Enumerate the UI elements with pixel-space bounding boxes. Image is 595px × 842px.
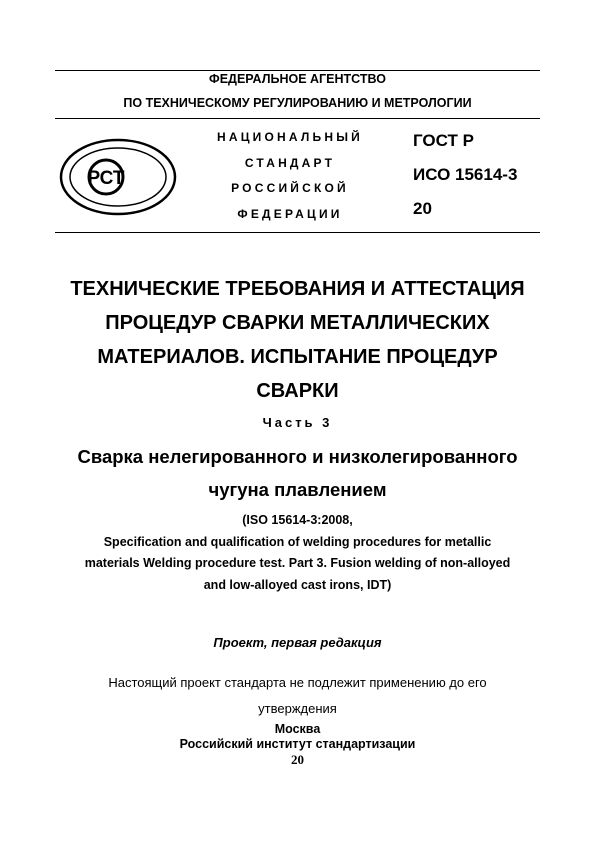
designation-line-2: ИСО 15614-3 (413, 165, 518, 184)
iso-line-1: (ISO 15614-3:2008, (242, 513, 353, 527)
standard-type-line-4: ФЕДЕРАЦИИ (237, 207, 343, 221)
iso-line-2: Specification and qualification of welding procedures for metallic (103, 534, 492, 549)
title-line-4: СВАРКИ (256, 380, 339, 402)
top-rule (55, 70, 540, 71)
gost-emblem-icon (58, 137, 178, 217)
draft-label: Проект, первая редакция (213, 635, 382, 650)
footer-city: Москва (274, 722, 321, 736)
designation-line-3: 20 (413, 199, 432, 218)
part-label: Часть 3 (262, 415, 333, 430)
title-line-2: ПРОЦЕДУР СВАРКИ МЕТАЛЛИЧЕСКИХ (105, 312, 490, 334)
title-line-1: ТЕХНИЧЕСКИЕ ТРЕБОВАНИЯ И АТТЕСТАЦИЯ (70, 278, 525, 300)
footer-publisher: Российский институт стандартизации (179, 737, 416, 751)
iso-line-4: and low-alloyed cast irons, IDT) (203, 577, 392, 592)
notice-text (0, 670, 595, 722)
agency-line-1: ФЕДЕРАЛЬНОЕ АГЕНТСТВО (209, 72, 386, 86)
standard-type-line-3: РОССИЙСКОЙ (231, 181, 349, 195)
notice-line-2: утверждения (258, 701, 337, 716)
header-rule (55, 118, 540, 119)
subtitle-line-2: чугуна плавлением (208, 479, 387, 500)
agency-line-2: ПО ТЕХНИЧЕСКОМУ РЕГУЛИРОВАНИЮ И МЕТРОЛОГИИ (123, 96, 472, 110)
standard-type-line-1: НАЦИОНАЛЬНЫЙ (216, 130, 364, 144)
standard-type-line-2: СТАНДАРТ (244, 156, 336, 170)
document-subtitle (0, 440, 595, 506)
iso-reference (0, 510, 595, 596)
title-line-3: МАТЕРИАЛОВ. ИСПЫТАНИЕ ПРОЦЕДУР (97, 346, 498, 368)
footer (0, 722, 595, 767)
document-title (0, 272, 595, 408)
logo-letters: РСТ (87, 168, 125, 189)
block-rule (55, 232, 540, 233)
subtitle-line-1: Сварка нелегированного и низколегированного (77, 446, 518, 467)
notice-line-1: Настоящий проект стандарта не подлежит применению до его (108, 675, 487, 690)
gost-logo (58, 137, 178, 217)
designation-line-1: ГОСТ Р (413, 131, 474, 150)
iso-line-3: materials Welding procedure test. Part 3. Fusion welding of non-alloyed (84, 556, 511, 570)
footer-year: 20 (291, 752, 304, 767)
